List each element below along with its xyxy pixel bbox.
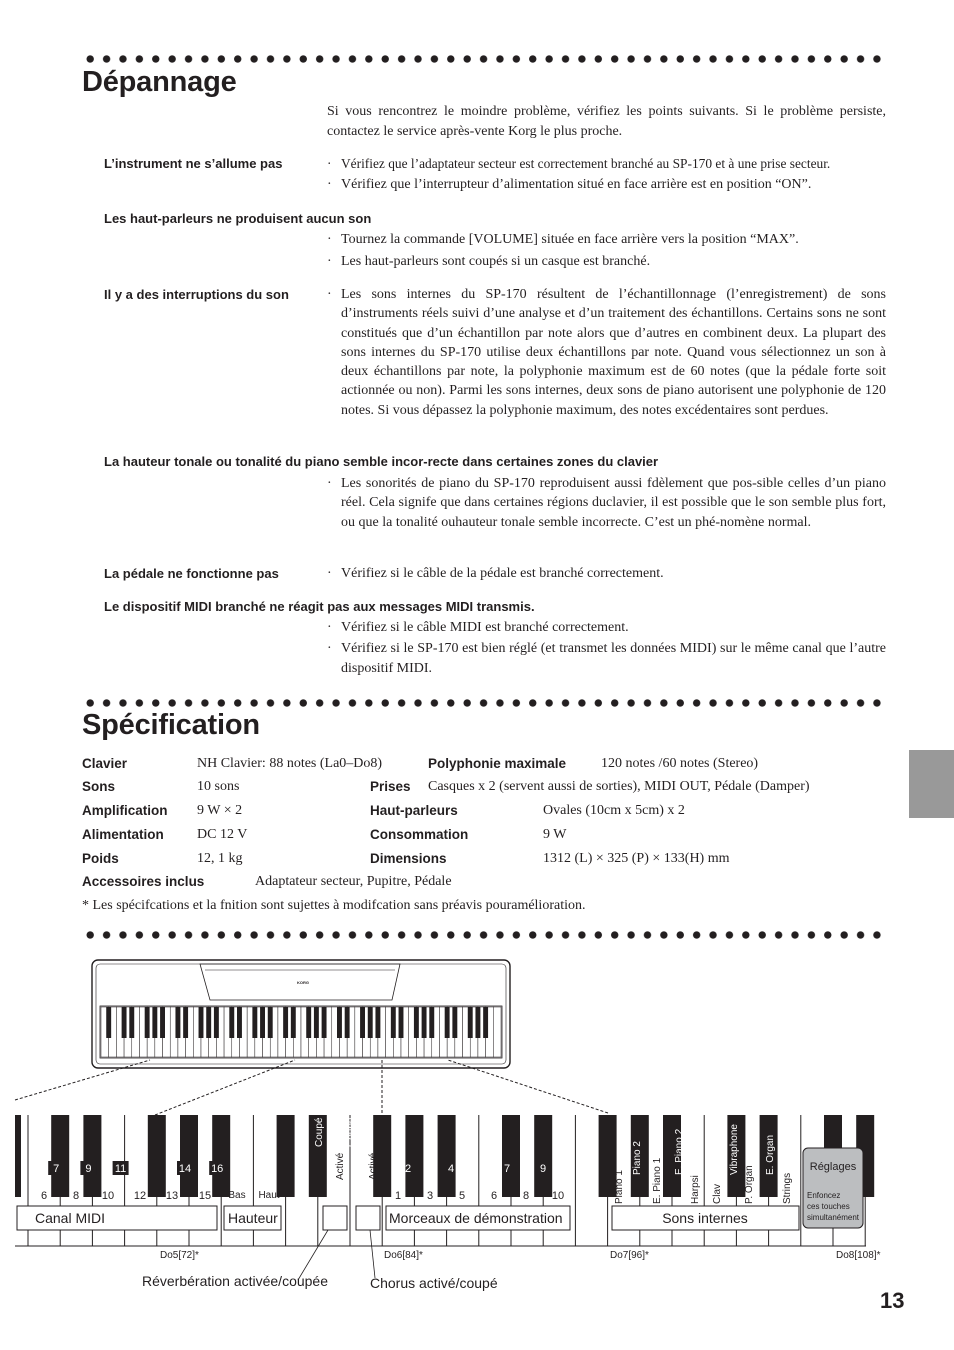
reglages-note-line: ces touches: [807, 1202, 850, 1211]
midi-black-number: 9: [85, 1163, 92, 1175]
page-number: 13: [880, 1288, 905, 1313]
piano-black-key: [229, 1007, 234, 1038]
chorus-box: [356, 1206, 380, 1230]
intro-paragraph: Si vous rencontrez le moindre problème, vérifiez les points suivants. Si le problème persiste, contactez le service après-vente Korg le plus proche.: [327, 104, 886, 139]
piano-black-key: [306, 1007, 311, 1038]
big-black-key: [212, 1115, 230, 1197]
piano-black-key: [360, 1007, 365, 1038]
midi-black-number: 11: [114, 1163, 127, 1175]
reverb-callout: Réverbération activée/coupée: [142, 1273, 329, 1289]
note-label: Do6[84]*: [384, 1250, 423, 1261]
demo-black-number: 4: [447, 1163, 455, 1175]
trouble-heading: Le dispositif MIDI branché ne réagit pas aux messages MIDI transmis.: [104, 599, 535, 614]
spec-value: 1312 (L) × 325 (P) × 133(H) mm: [543, 851, 730, 866]
piano-black-key: [206, 1007, 211, 1038]
bullet: · Les haut-parleurs sont coupés si un casque est branché.: [327, 252, 886, 271]
reglages-note-line: Enfoncez: [807, 1191, 841, 1200]
bullet: · Les sonorités de piano du SP-170 reproduisent aussi fdèlement que pos-sible celles d’un piano réel. Cela signife que dans certaines régions duclavier, il est possible que le son semble plus fort, ou que la tonalité ouhauteur tonale semble incorrecte. C’est un phé-nomène normal.: [327, 474, 886, 532]
bullet: · Vérifiez que l’adaptateur secteur est correctement branché au SP-170 et à une prise secteur.: [327, 154, 886, 173]
section-divider: [82, 698, 886, 708]
spec-key: Alimentation: [82, 827, 164, 842]
big-black-key: [405, 1115, 423, 1197]
reverb-off-label: Coupé: [314, 1117, 325, 1147]
spec-key: Prises: [370, 779, 411, 794]
morceaux-label: Morceaux de démonstration: [389, 1210, 563, 1226]
hauteur-label: Hauteur: [228, 1210, 278, 1226]
trouble-heading: Les haut-parleurs ne produisent aucun son: [104, 211, 372, 226]
piano-black-key: [252, 1007, 257, 1038]
section-divider: [82, 930, 886, 940]
big-black-key: [180, 1115, 198, 1197]
spec-value: 9 W × 2: [197, 803, 243, 818]
trouble-heading: Il y a des interruptions du son: [104, 287, 289, 302]
piano-black-key: [268, 1007, 273, 1038]
spec-key: Amplification: [82, 803, 168, 818]
piano-black-key: [422, 1007, 427, 1038]
trouble-body: [327, 564, 886, 583]
pitch-down-label: Bas: [228, 1190, 246, 1201]
demo-black-number: 9: [539, 1163, 547, 1175]
piano-black-key: [106, 1007, 111, 1038]
section-title-depannage: Dépannage: [82, 66, 237, 98]
piano-black-key: [468, 1007, 473, 1038]
bullet: · Vérifiez si le câble de la pédale est branché correctement.: [327, 564, 886, 583]
note-label: Do5[72]*: [160, 1250, 199, 1261]
midi-white-number: 8: [72, 1190, 80, 1202]
piano-black-key: [337, 1007, 342, 1038]
midi-white-number: 12: [133, 1190, 147, 1202]
sound-white-label: E. Piano 1: [652, 1157, 663, 1204]
spec-key: Clavier: [82, 756, 128, 771]
demo-black-number: 2: [404, 1163, 412, 1175]
reglages-label: Réglages: [809, 1161, 857, 1173]
piano-black-key: [345, 1007, 350, 1038]
chorus-callout: Chorus activé/coupé: [370, 1275, 498, 1291]
spec-value: 9 W: [543, 827, 567, 842]
trouble-body: [327, 474, 886, 532]
spec-value: Casques x 2 (servent aussi de sorties), MIDI OUT, Pédale (Damper): [428, 779, 810, 794]
bullet: · Vérifiez si le câble MIDI est branché correctement.: [327, 618, 886, 637]
sound-white-label: Strings: [782, 1172, 793, 1204]
trouble-heading: La hauteur tonale ou tonalité du piano semble incor-recte dans certaines zones du clavier: [104, 454, 659, 469]
midi-white-number: 10: [101, 1190, 115, 1202]
keyboard-diagram: [0, 950, 954, 1300]
page-edge-tab: [909, 750, 954, 818]
piano-black-key: [145, 1007, 150, 1038]
sound-black-label: E. Organ: [765, 1134, 776, 1175]
spec-key: Accessoires inclus: [82, 874, 205, 889]
sound-white-label: Piano 1: [614, 1170, 625, 1204]
piano-black-key: [445, 1007, 450, 1038]
midi-white-number: 6: [40, 1190, 48, 1202]
spec-value: Adaptateur secteur, Pupitre, Pédale: [255, 874, 452, 889]
big-black-key: [277, 1115, 295, 1197]
section-title-specification: Spécification: [82, 709, 260, 741]
big-black-key: [15, 1115, 21, 1197]
piano-black-key: [314, 1007, 319, 1038]
piano-black-key: [414, 1007, 419, 1038]
big-black-key: [502, 1115, 520, 1197]
piano-black-key: [160, 1007, 165, 1038]
note-label: Do7[96]*: [610, 1250, 649, 1261]
big-black-key: [51, 1115, 69, 1197]
note-label: Do8[108]*: [836, 1250, 881, 1261]
trouble-heading: L’instrument ne s’allume pas: [104, 156, 283, 171]
piano-black-key: [375, 1007, 380, 1038]
midi-black-number: 14: [178, 1163, 192, 1175]
trouble-body: [327, 230, 886, 272]
spec-key: Poids: [82, 851, 119, 866]
piano-black-key: [175, 1007, 180, 1038]
spec-key: Consommation: [370, 827, 469, 842]
reverb-on-label: Activé: [335, 1152, 346, 1180]
demo-white-number: 10: [551, 1190, 565, 1202]
demo-white-number: 1: [394, 1190, 402, 1202]
piano-black-key: [214, 1007, 219, 1038]
sound-white-label: P. Organ: [744, 1165, 755, 1204]
bullet: · Tournez la commande [VOLUME] située en face arrière vers la position “MAX”.: [327, 230, 886, 249]
spec-value: NH Clavier: 88 notes (La0–Do8): [197, 756, 383, 771]
demo-black-number: 7: [503, 1163, 511, 1175]
sons-internes-label: Sons internes: [662, 1210, 748, 1226]
piano-black-key: [368, 1007, 373, 1038]
piano-black-key: [291, 1007, 296, 1038]
trouble-body: [327, 618, 886, 678]
piano-black-key: [260, 1007, 265, 1038]
sound-white-label: Harpsi: [690, 1175, 701, 1204]
piano-black-key: [399, 1007, 404, 1038]
piano-black-key: [122, 1007, 127, 1038]
piano-black-key: [429, 1007, 434, 1038]
demo-white-number: 6: [490, 1190, 498, 1202]
piano-white-key: [493, 1007, 501, 1057]
midi-black-number: 7: [53, 1163, 60, 1175]
piano-illustration: [92, 960, 510, 1068]
sound-white-label: Clav: [712, 1183, 723, 1204]
piano-black-key: [452, 1007, 457, 1038]
bullet: · Vérifiez que l’interrupteur d’alimentation situé en face arrière est en position “ON”.: [327, 175, 886, 194]
piano-black-key: [129, 1007, 134, 1038]
piano-black-key: [283, 1007, 288, 1038]
spec-value: DC 12 V: [197, 827, 248, 842]
piano-black-key: [199, 1007, 204, 1038]
big-black-key: [438, 1115, 456, 1197]
spec-value: 120 notes /60 notes (Stereo): [601, 756, 759, 771]
sound-black-label: Vibraphone: [729, 1124, 740, 1175]
spec-value: 12, 1 kg: [197, 851, 243, 866]
midi-white-number: 15: [198, 1190, 212, 1202]
reglages-note-line: simultanément: [807, 1213, 860, 1222]
chorus-on-label: Activé: [368, 1152, 379, 1180]
piano-black-key: [475, 1007, 480, 1038]
spec-key: Polyphonie maximale: [428, 756, 567, 771]
brand-logo: KORG: [297, 980, 309, 985]
bullet: · Les sons internes du SP-170 résultent de l’échantillonnage (l’enregistrement) de sons d’instruments réels suivi d’une analyse et d’un traitement des échantillons. Certains sons ne sont constitués que d’un échantillon par note alors que d’autres en combinent deux. La plupart des sons internes du SP-170 utilise deux échantillons par note. Quand vous sélectionnez un son à deux échantillons par note, la polyphonie maximum est de 60 notes (que la pédale forte soit actionnée ou non). Parmi les sons internes, deux sons de piano autorisent une polyphonie de 120 notes. Si vous dépassez la polyphonie maximum, des notes excédentaires sont perdues.: [327, 285, 886, 420]
demo-white-number: 5: [458, 1190, 466, 1202]
spec-footnote: * Les spécifcations et la fnition sont sujettes à modifcation sans préavis pouramélioration.: [82, 898, 586, 913]
spec-key: Haut-parleurs: [370, 803, 458, 818]
trouble-heading: La pédale ne fonctionne pas: [104, 566, 279, 581]
spec-value: 10 sons: [197, 779, 240, 794]
demo-white-number: 3: [426, 1190, 434, 1202]
demo-white-number: 8: [522, 1190, 530, 1202]
spec-key: Dimensions: [370, 851, 447, 866]
piano-black-key: [391, 1007, 396, 1038]
canal-midi-label: Canal MIDI: [35, 1210, 106, 1226]
midi-white-number: 13: [165, 1190, 179, 1202]
spec-value: Ovales (10cm x 5cm) x 2: [543, 803, 685, 818]
piano-black-key: [322, 1007, 327, 1038]
chorus-off-label: Coupé: [346, 1117, 357, 1147]
trouble-body: [327, 285, 886, 420]
big-black-key: [148, 1115, 166, 1197]
big-black-key: [534, 1115, 552, 1197]
sound-black-label: Piano 2: [632, 1141, 643, 1175]
reverb-box: [323, 1206, 347, 1230]
spec-key: Sons: [82, 779, 116, 794]
midi-black-number: 16: [211, 1163, 224, 1175]
section-divider: [82, 54, 886, 64]
sound-black-label: E. Piano 2: [674, 1128, 685, 1175]
trouble-body: [327, 154, 886, 195]
piano-black-key: [483, 1007, 488, 1038]
big-black-key: [83, 1115, 101, 1197]
piano-black-key: [237, 1007, 242, 1038]
piano-black-key: [152, 1007, 157, 1038]
pitch-up-label: Haut: [258, 1190, 280, 1201]
piano-black-key: [183, 1007, 188, 1038]
bullet: · Vérifiez si le SP-170 est bien réglé (et transmet les données MIDI) sur le même canal que l’autre dispositif MIDI.: [327, 639, 886, 678]
